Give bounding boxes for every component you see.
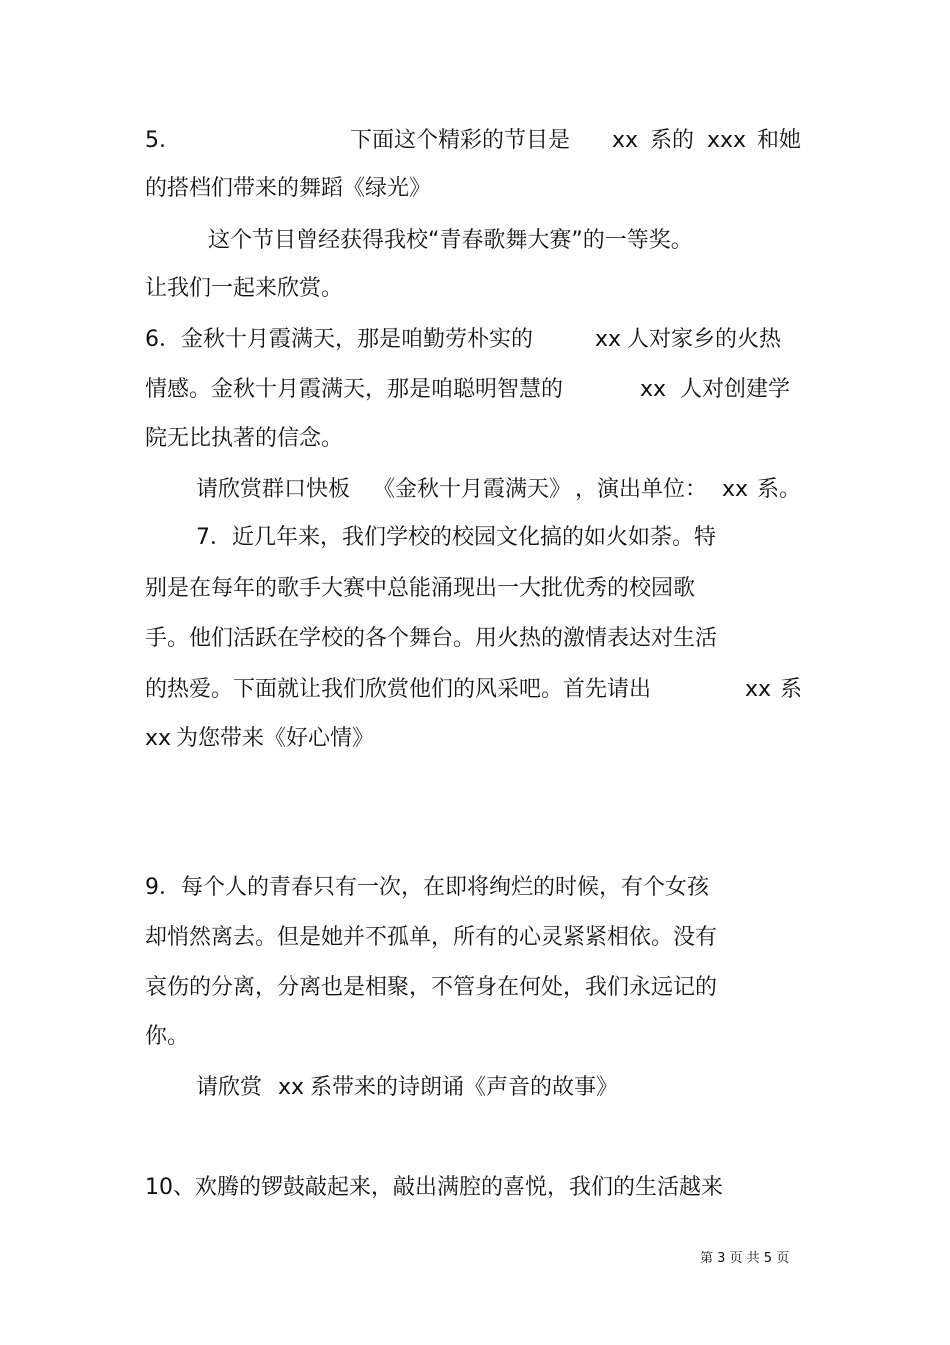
text-segment: 手。他们活跃在学校的各个舞台。用火热的激情表达对生活 bbox=[145, 626, 718, 651]
text-segment: xxx bbox=[707, 128, 747, 153]
text-line bbox=[310, 1073, 618, 1103]
text-line bbox=[722, 475, 748, 505]
text-line bbox=[145, 325, 533, 355]
text-segment: 6．金秋十月霞满天，那是咱勤劳朴实的 bbox=[145, 327, 533, 352]
text-line bbox=[196, 523, 716, 553]
text-segment: 5. bbox=[145, 128, 166, 153]
text-line bbox=[757, 475, 801, 505]
text-line bbox=[627, 325, 781, 355]
text-line bbox=[196, 1073, 262, 1103]
text-segment: 的热爱。下面就让我们欣赏他们的风采吧。首先请出 bbox=[145, 677, 652, 702]
text-line bbox=[208, 226, 693, 256]
text-segment: 和她 bbox=[757, 128, 802, 153]
text-segment: 让我们一起来欣赏。 bbox=[145, 276, 344, 301]
text-line bbox=[145, 973, 717, 1003]
text-segment: xx bbox=[278, 1075, 305, 1100]
text-segment: 9．每个人的青春只有一次，在即将绚烂的时候，有个女孩 bbox=[145, 875, 709, 900]
text-segment: 系 bbox=[780, 677, 803, 702]
text-line bbox=[145, 375, 563, 405]
text-segment: 请欣赏群口快板 bbox=[196, 477, 351, 502]
text-line bbox=[145, 126, 166, 156]
text-line bbox=[595, 325, 621, 355]
text-line bbox=[145, 675, 651, 705]
text-line bbox=[575, 475, 707, 505]
text-line bbox=[145, 274, 343, 304]
text-line bbox=[745, 675, 771, 705]
text-segment: ，演出单位： bbox=[575, 477, 708, 502]
text-segment: 7．近几年来，我们学校的校园文化搞的如火如荼。特 bbox=[196, 525, 716, 550]
text-line bbox=[780, 675, 802, 705]
text-segment: 哀伤的分离，分离也是相聚，不管身在何处，我们永远记的 bbox=[145, 975, 718, 1000]
text-segment: 这个节目曾经获得我校“青春歌舞大赛”的一等奖。 bbox=[208, 228, 693, 253]
text-line bbox=[145, 873, 709, 903]
text-segment: 的搭档们带来的舞蹈《绿光》 bbox=[145, 176, 432, 201]
text-segment: 人对家乡的火热 bbox=[627, 327, 782, 352]
text-segment: 情感。金秋十月霞满天，那是咱聪明智慧的 bbox=[145, 377, 564, 402]
text-line bbox=[650, 126, 694, 156]
text-segment: 你。 bbox=[145, 1024, 190, 1049]
text-segment: 10、欢腾的锣鼓敲起来，敲出满腔的喜悦，我们的生活越来 bbox=[145, 1175, 723, 1200]
text-line bbox=[278, 1073, 304, 1103]
text-segment: xx bbox=[145, 726, 172, 751]
text-segment: 却悄然离去。但是她并不孤单，所有的心灵紧紧相依。没有 bbox=[145, 925, 718, 950]
text-segment: 下面这个精彩的节目是 bbox=[350, 128, 571, 153]
text-segment: xx bbox=[612, 128, 639, 153]
text-segment: 为您带来《好心情》 bbox=[176, 726, 375, 751]
text-segment: xx bbox=[595, 327, 622, 352]
page-number-footer bbox=[700, 1251, 789, 1267]
text-line bbox=[350, 126, 570, 156]
page-number-label: 第 3 页 共 5 页 bbox=[700, 1251, 790, 1266]
text-line bbox=[176, 724, 374, 754]
text-line bbox=[145, 923, 717, 953]
text-segment: 系带来的诗朗诵《声音的故事》 bbox=[310, 1075, 619, 1100]
text-segment: 院无比执著的信念。 bbox=[145, 426, 344, 451]
text-line bbox=[145, 624, 717, 654]
text-line bbox=[145, 1173, 723, 1203]
text-segment: 系。 bbox=[757, 477, 802, 502]
text-segment: 人对创建学 bbox=[680, 377, 791, 402]
text-line bbox=[373, 475, 571, 505]
text-line bbox=[757, 126, 801, 156]
text-line bbox=[680, 375, 790, 405]
text-line bbox=[145, 174, 431, 204]
text-segment: xx bbox=[722, 477, 749, 502]
text-line bbox=[145, 574, 695, 604]
text-line bbox=[612, 126, 638, 156]
text-segment: xx bbox=[640, 377, 667, 402]
text-line bbox=[145, 1022, 189, 1052]
text-line bbox=[145, 424, 343, 454]
text-segment: 《金秋十月霞满天》 bbox=[373, 477, 572, 502]
text-segment: 系的 bbox=[650, 128, 695, 153]
text-line bbox=[145, 724, 171, 754]
text-segment: xx bbox=[745, 677, 772, 702]
text-segment: 别是在每年的歌手大赛中总能涌现出一大批优秀的校园歌 bbox=[145, 576, 696, 601]
text-line bbox=[196, 475, 350, 505]
text-segment: 请欣赏 bbox=[196, 1075, 263, 1100]
text-line bbox=[707, 126, 746, 156]
text-line bbox=[640, 375, 666, 405]
